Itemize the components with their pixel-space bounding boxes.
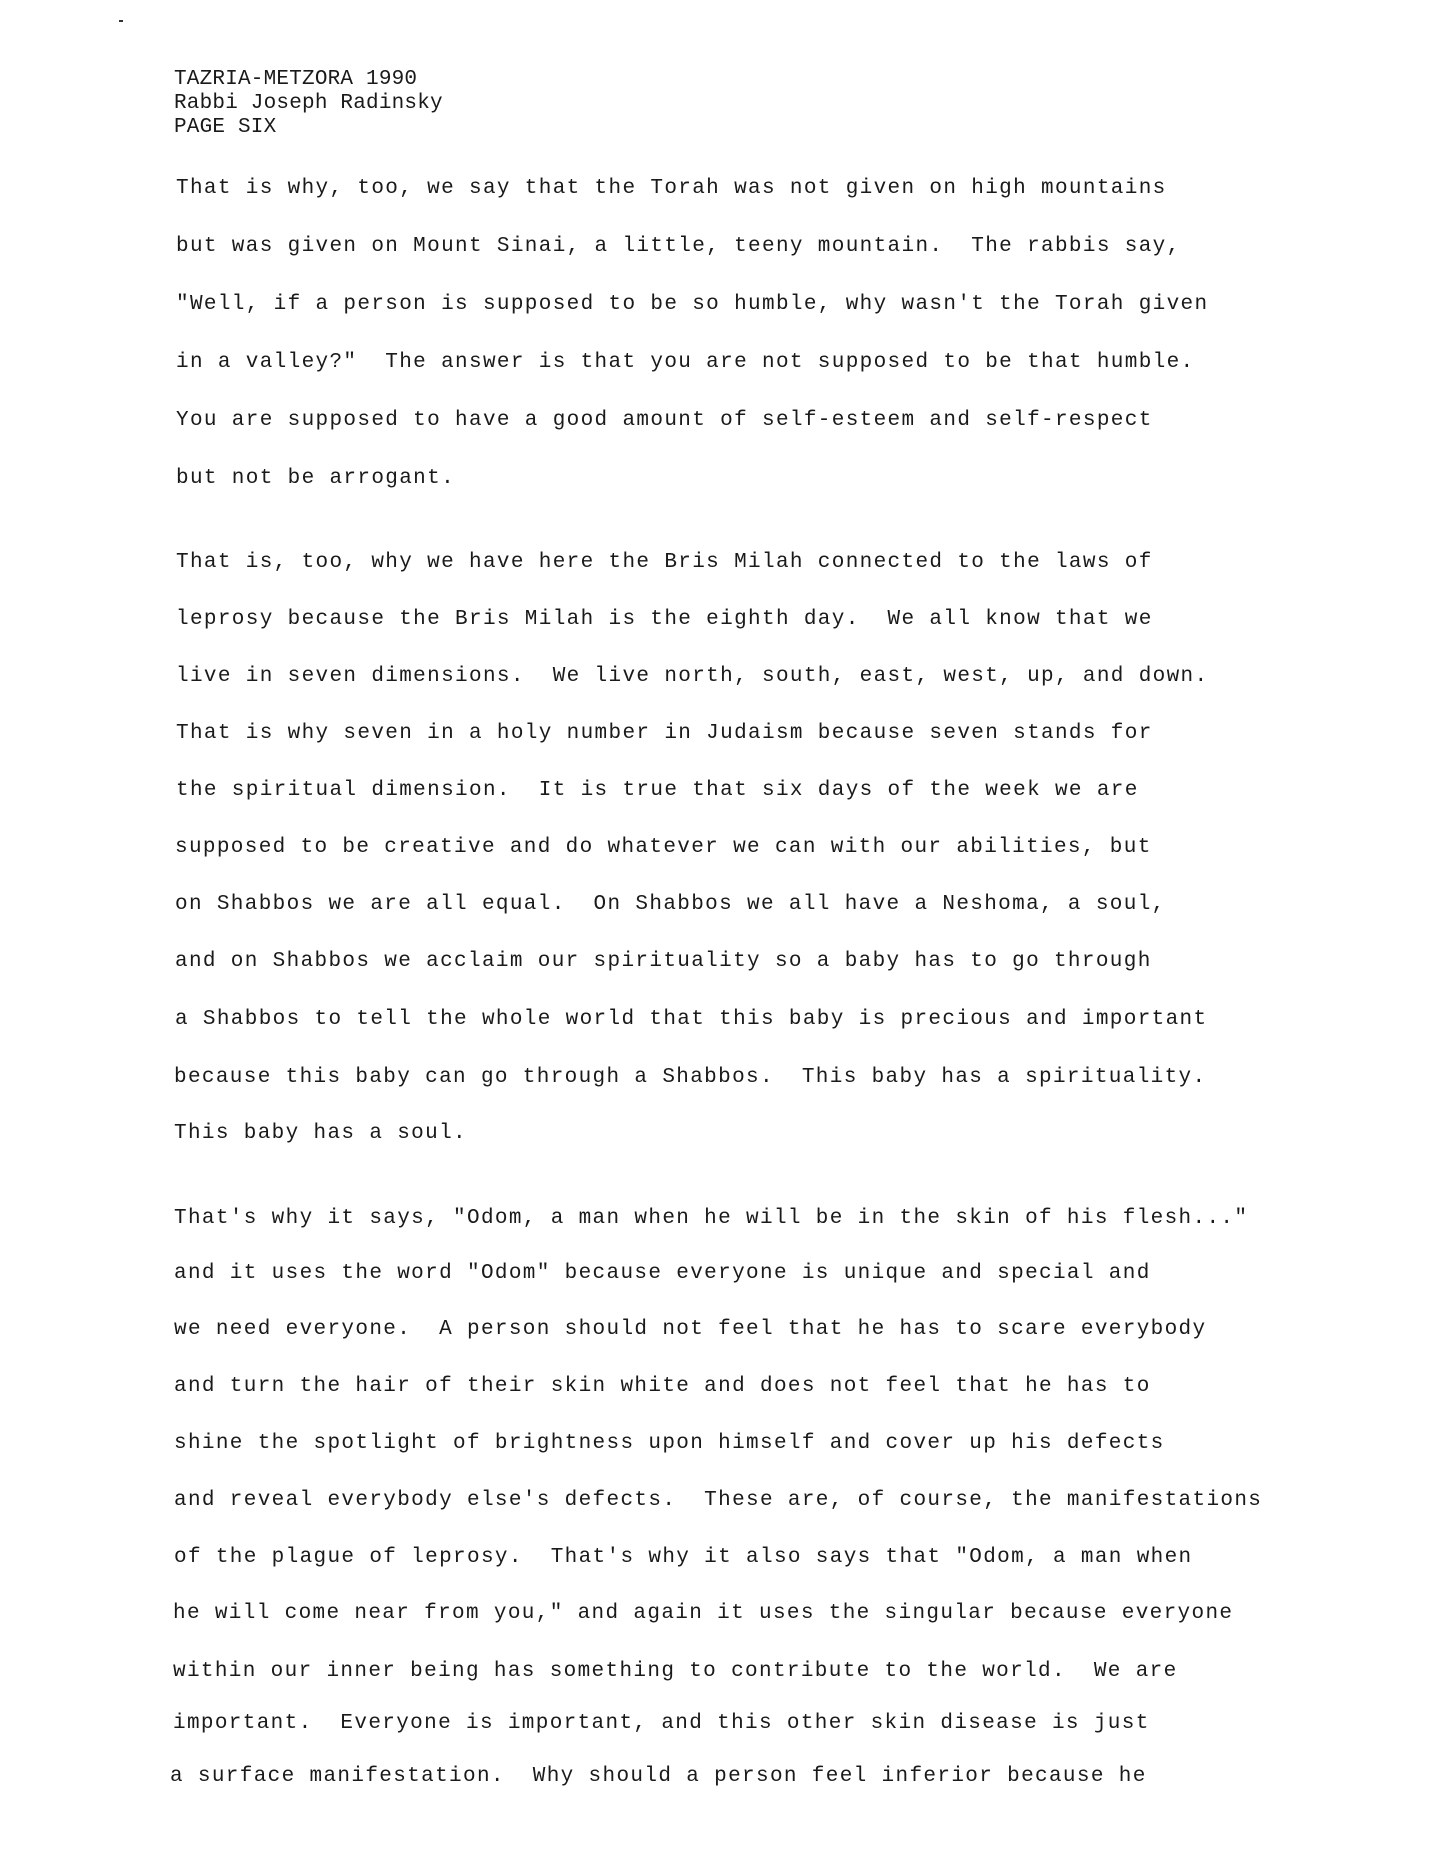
text-line: This baby has a soul. — [174, 1122, 467, 1145]
text-line: because this baby can go through a Shabbos. This baby has a spirituality. — [174, 1066, 1207, 1089]
text-line: You are supposed to have a good amount of self-esteem and self-respect — [176, 409, 1153, 432]
text-line: and turn the hair of their skin white and does not feel that he has to — [174, 1375, 1151, 1398]
text-line: live in seven dimensions. We live north, south, east, west, up, and down. — [176, 665, 1209, 688]
text-line: and on Shabbos we acclaim our spirituality so a baby has to go through — [175, 950, 1152, 973]
document-title: TAZRIA-METZORA 1990 — [174, 68, 418, 91]
text-line: supposed to be creative and do whatever we can with our abilities, but — [175, 836, 1152, 859]
text-line: but was given on Mount Sinai, a little, teeny mountain. The rabbis say, — [176, 235, 1181, 258]
text-line: leprosy because the Bris Milah is the eighth day. We all know that we — [176, 608, 1153, 631]
text-line: shine the spotlight of brightness upon himself and cover up his defects — [174, 1432, 1165, 1455]
text-line: and it uses the word "Odom" because everyone is unique and special and — [174, 1262, 1151, 1285]
text-line: That is why seven in a holy number in Judaism because seven stands for — [176, 722, 1153, 745]
text-line: within our inner being has something to contribute to the world. We are — [173, 1660, 1178, 1683]
document-author: Rabbi Joseph Radinsky — [174, 92, 443, 115]
text-line: a Shabbos to tell the whole world that this baby is precious and important — [175, 1008, 1208, 1031]
text-line: the spiritual dimension. It is true that six days of the week we are — [176, 779, 1139, 802]
text-line: but not be arrogant. — [176, 467, 456, 490]
text-line: That is, too, why we have here the Bris Milah connected to the laws of — [176, 551, 1153, 574]
text-line: of the plague of leprosy. That's why it also says that "Odom, a man when — [174, 1546, 1193, 1569]
text-line: "Well, if a person is supposed to be so humble, why wasn't the Torah given — [176, 293, 1209, 316]
text-line: in a valley?" The answer is that you are not supposed to be that humble. — [176, 351, 1195, 374]
page-label: PAGE SIX — [174, 116, 277, 139]
document-header — [174, 68, 443, 140]
text-line: important. Everyone is important, and this other skin disease is just — [173, 1712, 1150, 1735]
scan-artifact-mark — [119, 20, 123, 22]
text-line: he will come near from you," and again it uses the singular because everyone — [173, 1602, 1234, 1625]
text-line: and reveal everybody else's defects. These are, of course, the manifestations — [174, 1489, 1263, 1512]
text-line: That's why it says, "Odom, a man when he will be in the skin of his flesh..." — [174, 1207, 1249, 1230]
text-line: on Shabbos we are all equal. On Shabbos we all have a Neshoma, a soul, — [175, 893, 1166, 916]
text-line: a surface manifestation. Why should a person feel inferior because he — [170, 1765, 1147, 1788]
text-line: That is why, too, we say that the Torah was not given on high mountains — [176, 177, 1167, 200]
text-line: we need everyone. A person should not feel that he has to scare everybody — [174, 1318, 1207, 1341]
